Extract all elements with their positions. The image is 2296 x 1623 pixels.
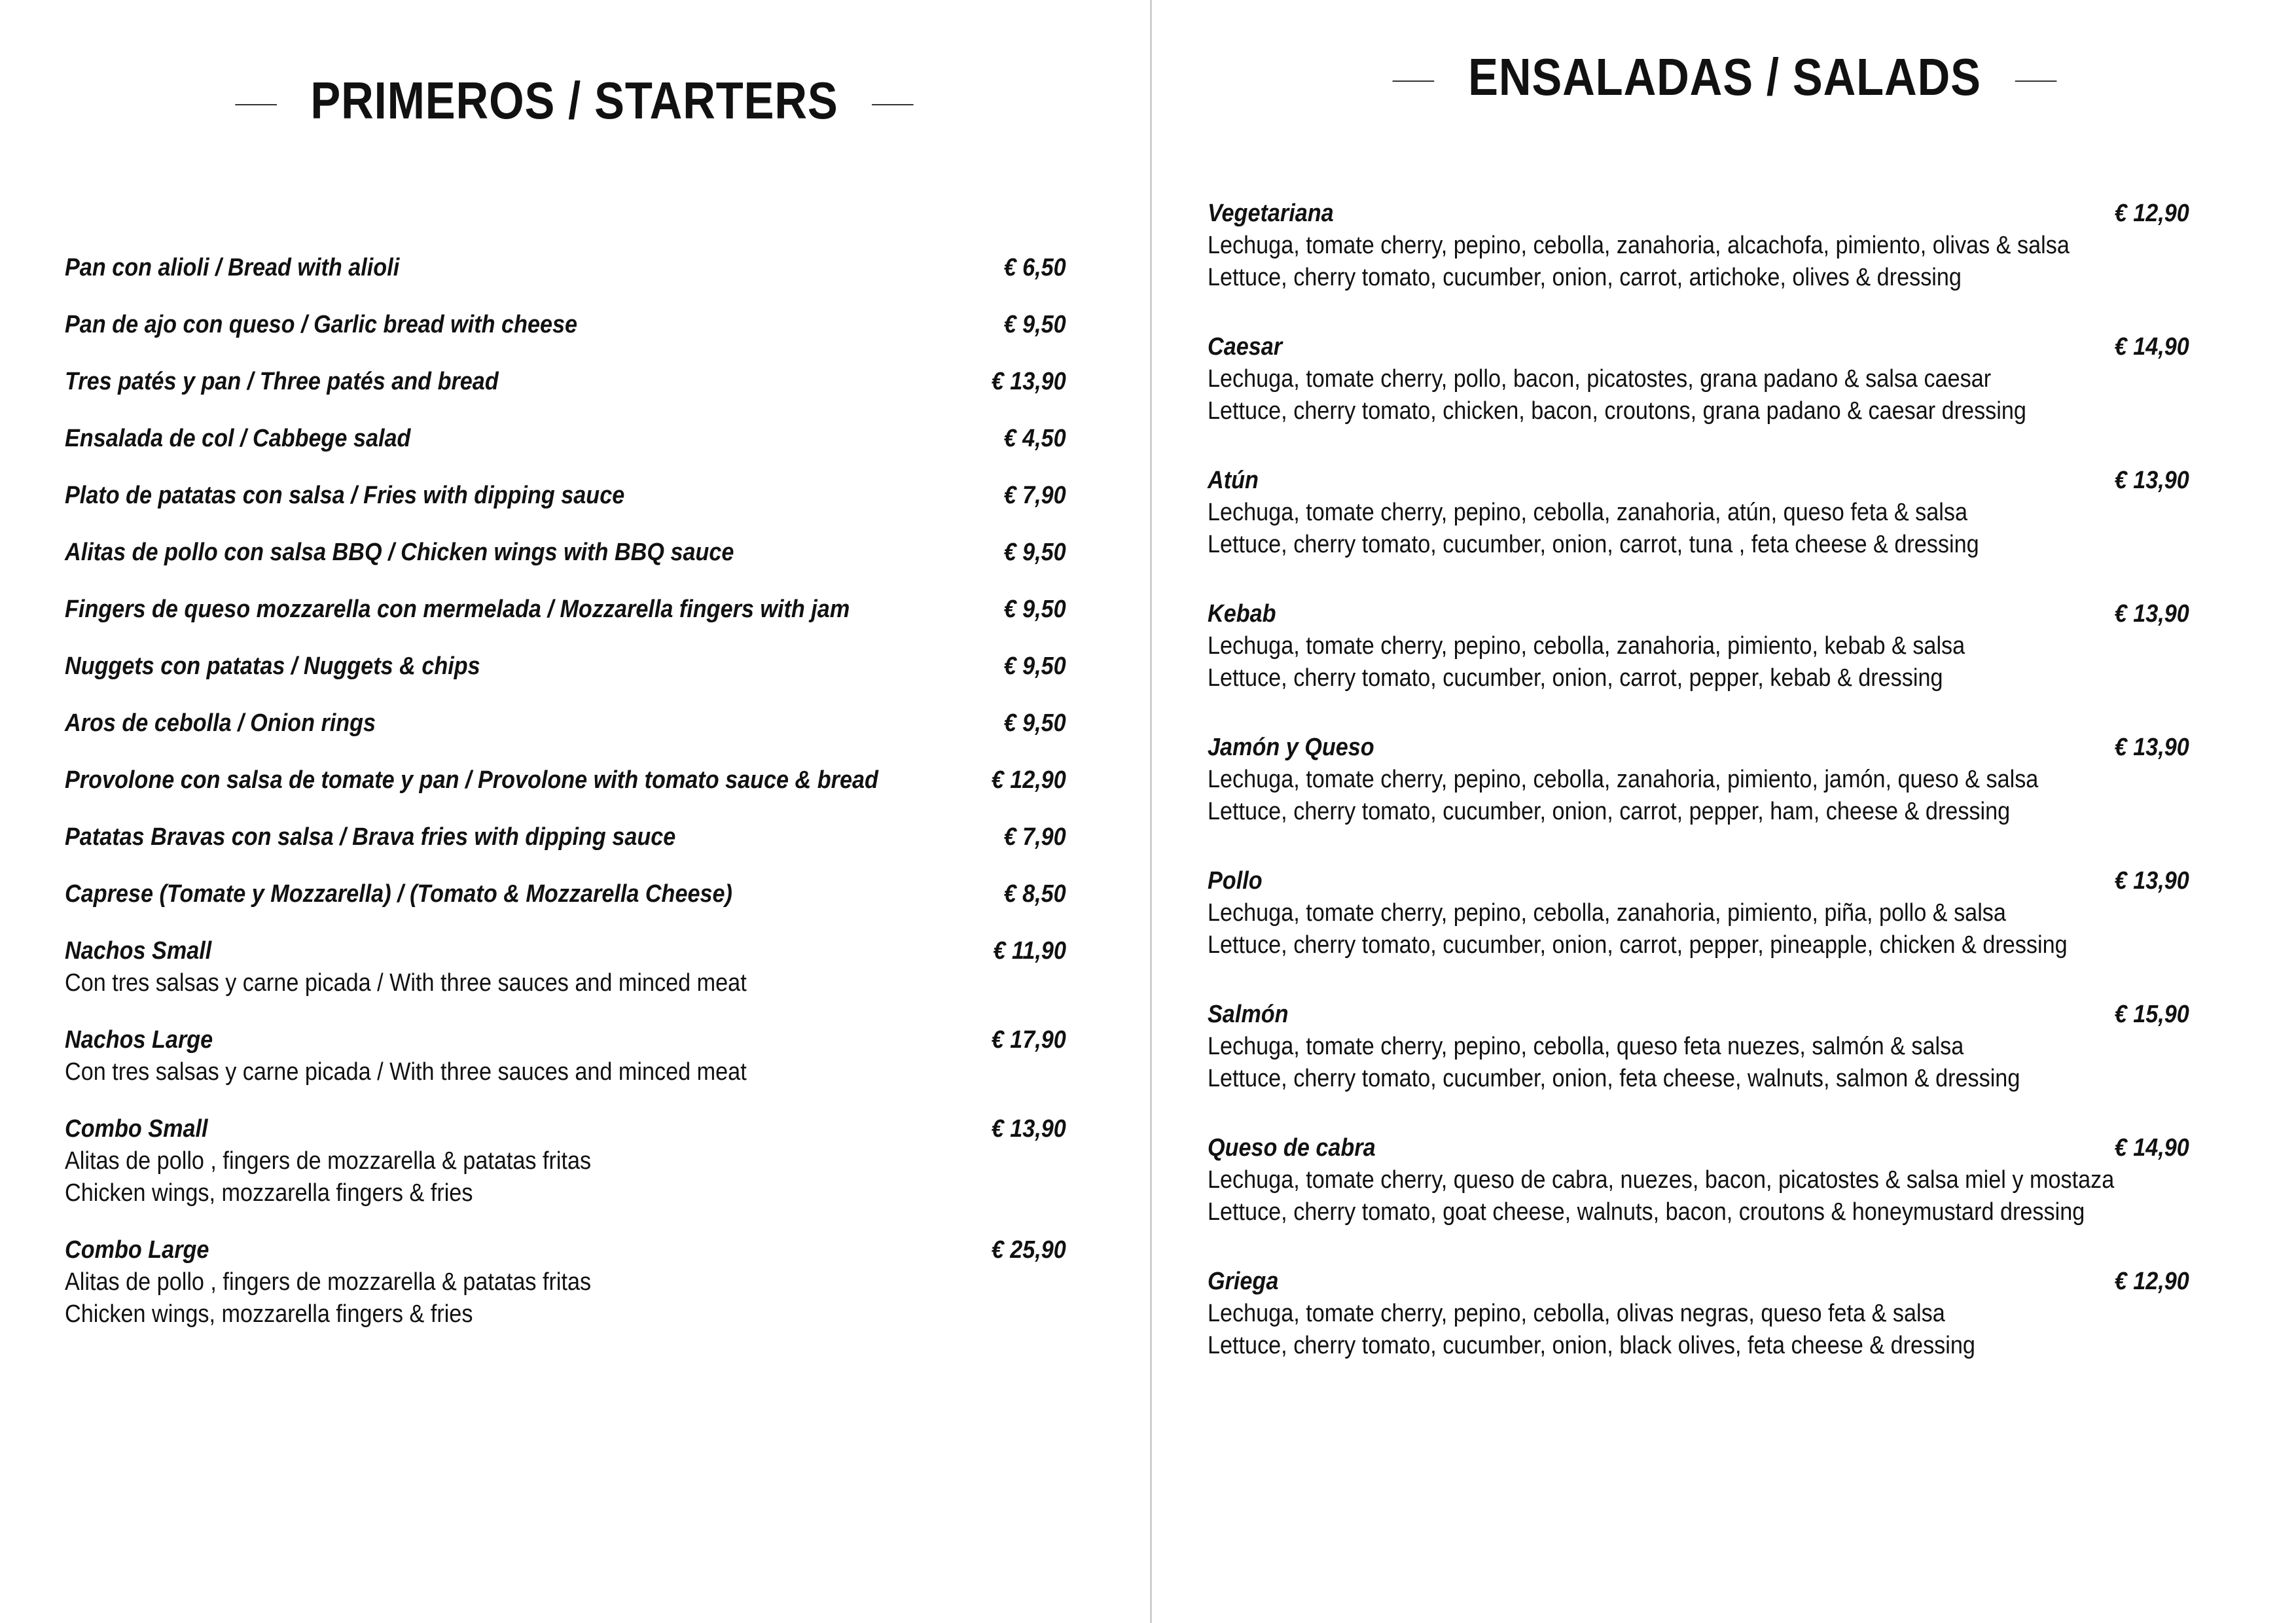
title-rule-left xyxy=(235,104,277,105)
menu-item-price: € 14,90 xyxy=(2114,1134,2189,1162)
menu-item-name: Vegetariana xyxy=(1208,200,1334,227)
menu-item-name: Combo Small xyxy=(65,1115,208,1143)
menu-item-name: Plato de patatas con salsa / Fries with dipping sauce xyxy=(65,482,625,509)
menu-item xyxy=(65,309,1066,341)
menu-item-name: Fingers de queso mozzarella con mermelada / Mozzarella fingers with jam xyxy=(65,596,850,623)
menu-item-price: € 25,90 xyxy=(991,1236,1066,1264)
menu-item-description: Lettuce, cherry tomato, cucumber, onion, black olives, feta cheese & dressing xyxy=(1208,1332,1975,1359)
menu-item-price: € 11,90 xyxy=(993,937,1066,965)
menu-item xyxy=(65,764,1066,796)
menu-item-price: € 9,50 xyxy=(1003,311,1066,338)
menu-item-name: Nachos Small xyxy=(65,937,212,965)
menu-item xyxy=(1208,865,2189,961)
menu-item-description: Lechuga, tomate cherry, pepino, cebolla, zanahoria, pimiento, jamón, queso & salsa xyxy=(1208,766,2039,793)
menu-item-name: Caesar xyxy=(1208,333,1283,361)
title-rule-left xyxy=(1393,80,1435,82)
menu-item xyxy=(65,878,1066,910)
menu-item xyxy=(1208,331,2189,427)
menu-item xyxy=(65,1113,1066,1209)
column-divider xyxy=(1150,0,1152,1623)
menu-item-price: € 12,90 xyxy=(2114,200,2189,227)
menu-item-name: Salmón xyxy=(1208,1001,1289,1028)
menu-item-price: € 13,90 xyxy=(2114,734,2189,761)
salads-title-text: ENSALADAS / SALADS xyxy=(1468,48,1981,106)
menu-item-name: Nuggets con patatas / Nuggets & chips xyxy=(65,652,480,680)
menu-item-name: Combo Large xyxy=(65,1236,209,1264)
menu-item-description: Lechuga, tomate cherry, pollo, bacon, picatostes, grana padano & salsa caesar xyxy=(1208,365,1992,393)
menu-item-description: Lechuga, tomate cherry, pepino, cebolla, zanahoria, alcachofa, pimiento, olivas & salsa xyxy=(1208,232,2070,259)
menu-item-price: € 9,50 xyxy=(1003,596,1066,623)
menu-item-name: Kebab xyxy=(1208,600,1276,628)
menu-item-description: Lechuga, tomate cherry, pepino, cebolla, zanahoria, pimiento, piña, pollo & salsa xyxy=(1208,899,2006,927)
menu-item xyxy=(65,935,1066,999)
menu-item-description: Lettuce, cherry tomato, cucumber, onion, feta cheese, walnuts, salmon & dressing xyxy=(1208,1065,2020,1092)
menu-item-name: Pollo xyxy=(1208,867,1263,895)
menu-item-price: € 7,90 xyxy=(1003,823,1066,851)
menu-item xyxy=(65,537,1066,569)
menu-item-description: Lechuga, tomate cherry, pepino, cebolla, queso feta nuezes, salmón & salsa xyxy=(1208,1033,1964,1060)
menu-item-name: Jamón y Queso xyxy=(1208,734,1374,761)
salads-list xyxy=(1208,198,2189,1399)
menu-item-description: Alitas de pollo , fingers de mozzarella & patatas fritas xyxy=(65,1268,592,1296)
menu-item-name: Griega xyxy=(1208,1268,1279,1295)
menu-item-description: Chicken wings, mozzarella fingers & fries xyxy=(65,1300,473,1328)
menu-item-description: Chicken wings, mozzarella fingers & fries xyxy=(65,1179,473,1207)
menu-item xyxy=(65,1024,1066,1088)
menu-item-name: Provolone con salsa de tomate y pan / Provolone with tomato sauce & bread xyxy=(65,766,878,794)
menu-item-price: € 8,50 xyxy=(1003,880,1066,908)
menu-item-name: Tres patés y pan / Three patés and bread xyxy=(65,368,499,395)
menu-item-price: € 6,50 xyxy=(1003,254,1066,281)
menu-item xyxy=(65,366,1066,398)
menu-item-description: Lettuce, cherry tomato, cucumber, onion, carrot, artichoke, olives & dressing xyxy=(1208,264,1962,291)
menu-item-description: Lettuce, cherry tomato, cucumber, onion, carrot, pepper, kebab & dressing xyxy=(1208,664,1943,692)
menu-item xyxy=(65,1234,1066,1330)
menu-item xyxy=(1208,999,2189,1095)
menu-item-price: € 13,90 xyxy=(2114,600,2189,628)
menu-item-description: Lettuce, cherry tomato, goat cheese, walnuts, bacon, croutons & honeymustard dressing xyxy=(1208,1198,2085,1226)
menu-item-name: Pan con alioli / Bread with alioli xyxy=(65,254,400,281)
menu-item-description: Lettuce, cherry tomato, cucumber, onion, carrot, pepper, pineapple, chicken & dressing xyxy=(1208,931,2068,959)
menu-item-price: € 9,50 xyxy=(1003,539,1066,566)
salads-title xyxy=(1233,47,2216,107)
menu-item xyxy=(1208,1266,2189,1362)
menu-item-price: € 13,90 xyxy=(991,368,1066,395)
menu-item-name: Aros de cebolla / Onion rings xyxy=(65,709,376,737)
menu-item-price: € 13,90 xyxy=(2114,467,2189,494)
menu-item-description: Lechuga, tomate cherry, pepino, cebolla, zanahoria, pimiento, kebab & salsa xyxy=(1208,632,1965,660)
menu-item xyxy=(1208,1132,2189,1228)
menu-item xyxy=(65,594,1066,626)
title-rule-right xyxy=(872,104,914,105)
title-rule-right xyxy=(2015,80,2057,82)
menu-item-price: € 4,50 xyxy=(1003,425,1066,452)
menu-item xyxy=(65,707,1066,740)
menu-item-description: Lechuga, tomate cherry, pepino, cebolla, zanahoria, atún, queso feta & salsa xyxy=(1208,499,1968,526)
menu-item-name: Patatas Bravas con salsa / Brava fries with dipping sauce xyxy=(65,823,676,851)
menu-item-price: € 12,90 xyxy=(2114,1268,2189,1295)
menu-item xyxy=(65,423,1066,455)
starters-title-text: PRIMEROS / STARTERS xyxy=(310,71,838,130)
menu-item-price: € 12,90 xyxy=(991,766,1066,794)
menu-item xyxy=(65,821,1066,853)
menu-item-description: Alitas de pollo , fingers de mozzarella & patatas fritas xyxy=(65,1147,592,1175)
menu-item-price: € 17,90 xyxy=(991,1026,1066,1054)
menu-item-name: Atún xyxy=(1208,467,1259,494)
menu-item-name: Queso de cabra xyxy=(1208,1134,1376,1162)
menu-item-price: € 14,90 xyxy=(2114,333,2189,361)
menu-item-description: Con tres salsas y carne picada / With three sauces and minced meat xyxy=(65,1058,747,1086)
menu-item-name: Nachos Large xyxy=(65,1026,213,1054)
menu-item xyxy=(65,252,1066,284)
menu-item-description: Con tres salsas y carne picada / With three sauces and minced meat xyxy=(65,969,747,997)
menu-item-price: € 9,50 xyxy=(1003,709,1066,737)
menu-item-price: € 13,90 xyxy=(991,1115,1066,1143)
menu-item-name: Pan de ajo con queso / Garlic bread with cheese xyxy=(65,311,578,338)
menu-item xyxy=(1208,732,2189,828)
menu-item-name: Caprese (Tomate y Mozzarella) / (Tomato & Mozzarella Cheese) xyxy=(65,880,732,908)
menu-item-description: Lettuce, cherry tomato, cucumber, onion, carrot, tuna , feta cheese & dressing xyxy=(1208,531,1979,558)
menu-item-description: Lechuga, tomate cherry, queso de cabra, nuezes, bacon, picatostes & salsa miel y mostaza xyxy=(1208,1166,2115,1194)
menu-item-price: € 7,90 xyxy=(1003,482,1066,509)
menu-item-description: Lechuga, tomate cherry, pepino, cebolla, olivas negras, queso feta & salsa xyxy=(1208,1300,1945,1327)
starters-list xyxy=(65,252,1066,1355)
menu-item xyxy=(65,651,1066,683)
menu-item-name: Ensalada de col / Cabbege salad xyxy=(65,425,411,452)
menu-item xyxy=(1208,198,2189,294)
menu-item xyxy=(1208,465,2189,561)
menu-item-description: Lettuce, cherry tomato, cucumber, onion, carrot, pepper, ham, cheese & dressing xyxy=(1208,798,2011,825)
menu-item-name: Alitas de pollo con salsa BBQ / Chicken wings with BBQ sauce xyxy=(65,539,734,566)
menu-item-price: € 15,90 xyxy=(2114,1001,2189,1028)
menu-item-price: € 13,90 xyxy=(2114,867,2189,895)
starters-title xyxy=(81,71,1068,131)
menu-item xyxy=(1208,598,2189,694)
menu-item-price: € 9,50 xyxy=(1003,652,1066,680)
menu-item xyxy=(65,480,1066,512)
menu-item-description: Lettuce, cherry tomato, chicken, bacon, croutons, grana padano & caesar dressing xyxy=(1208,397,2026,425)
